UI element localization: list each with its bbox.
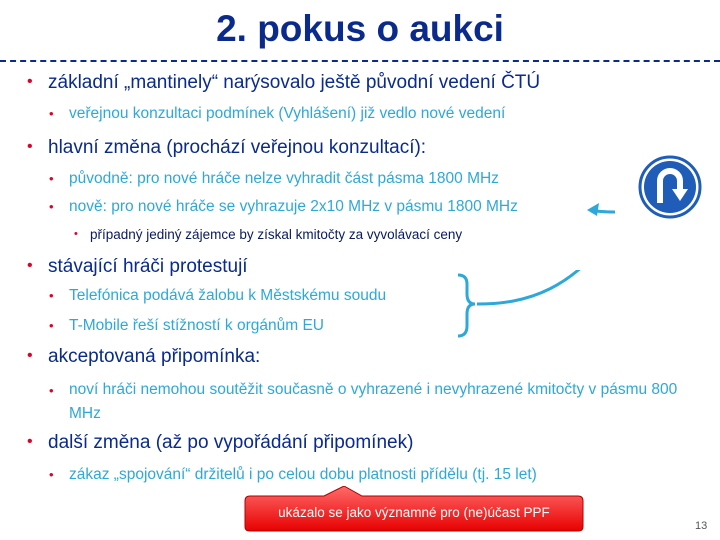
bullet-text: noví hráči nemohou soutěžit současně o vyhrazené i nevyhrazené kmitočty v pásmu 800 MHz (69, 381, 678, 422)
bullet-marker: • (49, 199, 54, 214)
bullet-text: akceptovaná připomínka: (48, 346, 261, 367)
bullet-item (49, 378, 689, 426)
page-number: 13 (695, 520, 708, 532)
bullet-marker: • (49, 106, 54, 121)
bullet-text: veřejnou konzultaci podmínek (Vyhlášení) již vedlo nové vedení (69, 105, 506, 122)
bullet-text: Telefónica podává žalobu k Městskému soudu (69, 287, 387, 304)
bullet-text: zákaz „spojování“ držitelů i po celou dobu platnosti přídělu (tj. 15 let) (69, 466, 537, 483)
bullet-marker: • (27, 138, 33, 155)
bullet-marker: • (49, 318, 54, 333)
bullet-item (49, 287, 387, 305)
bullet-marker: • (27, 73, 33, 90)
bullet-marker: • (74, 228, 78, 240)
bullet-item (27, 137, 427, 159)
bullet-item (49, 466, 537, 484)
bullet-item (49, 105, 506, 123)
bullet-text: hlavní změna (prochází veřejnou konzultací): (48, 137, 427, 158)
bullet-marker: • (49, 171, 54, 186)
bullet-text: T-Mobile řeší stížností k orgánům EU (69, 317, 324, 334)
bullet-marker: • (27, 433, 33, 450)
bullet-item (27, 346, 261, 368)
bullet-marker: • (27, 257, 33, 274)
bullet-marker: • (49, 288, 54, 303)
bullet-item (27, 432, 414, 454)
bullet-text: základní „mantinely“ narýsovalo ještě původní vedení ČTÚ (48, 72, 541, 93)
callout-bubble (244, 486, 584, 532)
bullet-text: případný jediný zájemce by získal kmitočty za vyvolávací ceny (90, 227, 463, 242)
bullet-text: další změna (až po vypořádání připomínek) (48, 432, 414, 453)
arrow-head (585, 190, 645, 235)
bullet-text: nově: pro nové hráče se vyhrazuje 2x10 MHz v pásmu 1800 MHz (69, 198, 518, 215)
bracket-arrow-connector (455, 270, 635, 355)
callout-text: ukázalo se jako významné pro (ne)účast PPF (278, 505, 550, 520)
bullet-item (27, 72, 541, 94)
bullet-item (74, 227, 463, 242)
bullet-text: původně: pro nové hráče nelze vyhradit část pásma 1800 MHz (69, 170, 499, 187)
bullet-item (49, 198, 518, 216)
bullet-text: stávající hráči protestují (48, 256, 248, 277)
bullet-marker: • (49, 383, 54, 398)
bullet-item (49, 170, 499, 188)
u-turn-sign-icon (638, 155, 702, 224)
bullet-item (49, 317, 324, 335)
bullet-marker: • (27, 347, 33, 364)
bullet-item (27, 256, 248, 278)
slide-title: 2. pokus o aukci (216, 8, 504, 49)
bullet-marker: • (49, 467, 54, 482)
